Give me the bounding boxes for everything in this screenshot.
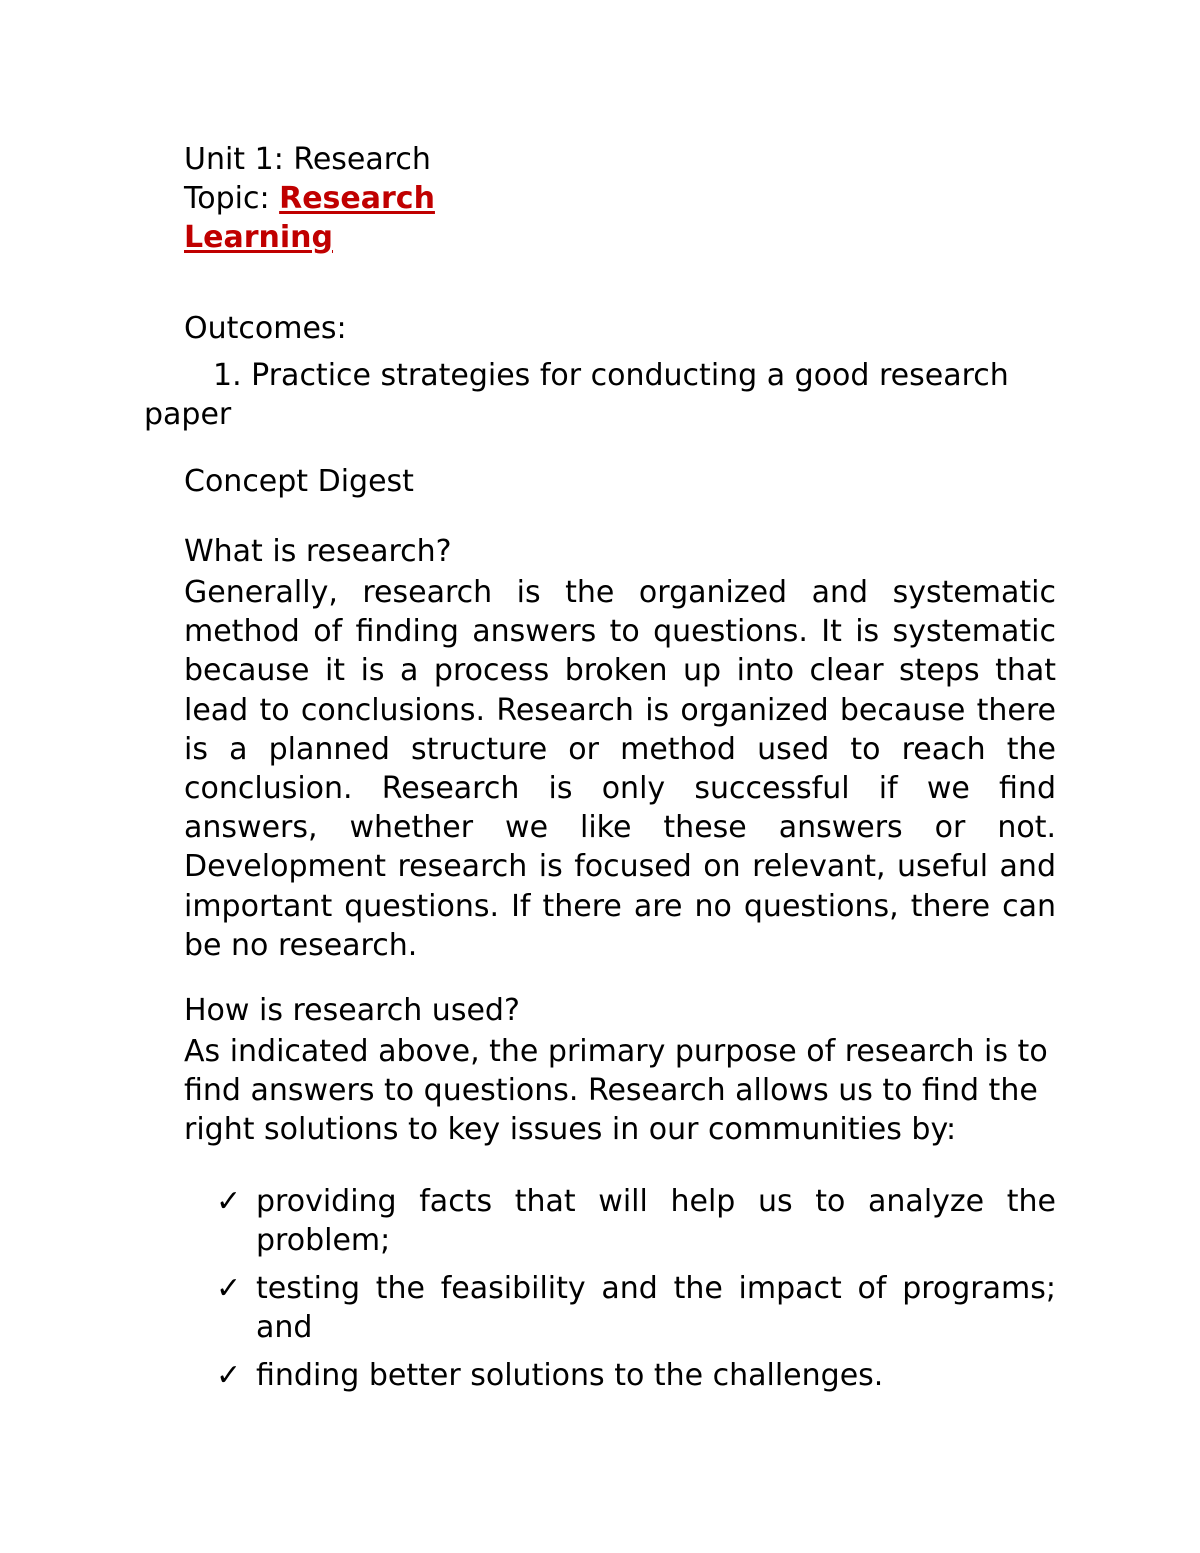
topic-link-part1[interactable]: Research: [279, 181, 435, 216]
topic-line-2: [184, 220, 333, 256]
topic-link-part2[interactable]: Learning: [184, 220, 333, 255]
checkmark-icon: ✓: [216, 1184, 242, 1219]
checkmark-icon: ✓: [216, 1358, 242, 1393]
list-item-text: finding better solutions to the challenges.: [256, 1358, 884, 1393]
what-is-research-heading: What is research?: [184, 534, 452, 569]
outcome-item: 1. Practice strategies for conducting a good research paper: [144, 358, 1009, 432]
what-is-research-paragraph: Generally, research is the organized and systematic method of finding answers to questions. It is systematic because it is a process broken up into clear steps that lead to conclusions. Research is organized because there is a planned structure or method used to reach the conclusion. Research is only successful if we find answers, whether we like these answers or not. Development research is focused on relevant, useful and important questions. If there are no questions, there can be no research.: [184, 575, 1056, 963]
unit-title: Unit 1: Research: [184, 142, 431, 177]
list-item: [216, 1182, 1056, 1260]
topic-line: [184, 181, 435, 217]
list-item-text: providing facts that will help us to analyze the problem;: [256, 1184, 1056, 1258]
checkmark-icon: ✓: [216, 1271, 242, 1306]
list-item-text: testing the feasibility and the impact of programs; and: [256, 1271, 1056, 1345]
how-is-research-used-heading: How is research used?: [184, 993, 520, 1028]
concept-digest-heading: Concept Digest: [184, 464, 414, 499]
list-item: [216, 1356, 1056, 1395]
list-item: [216, 1269, 1056, 1347]
how-is-research-used-paragraph: As indicated above, the primary purpose of research is to find answers to questions. Research allows us to find the right solutions to key issues in our communities by:: [184, 1034, 1048, 1147]
topic-label: Topic:: [184, 181, 280, 216]
outcomes-heading: Outcomes:: [184, 311, 347, 346]
